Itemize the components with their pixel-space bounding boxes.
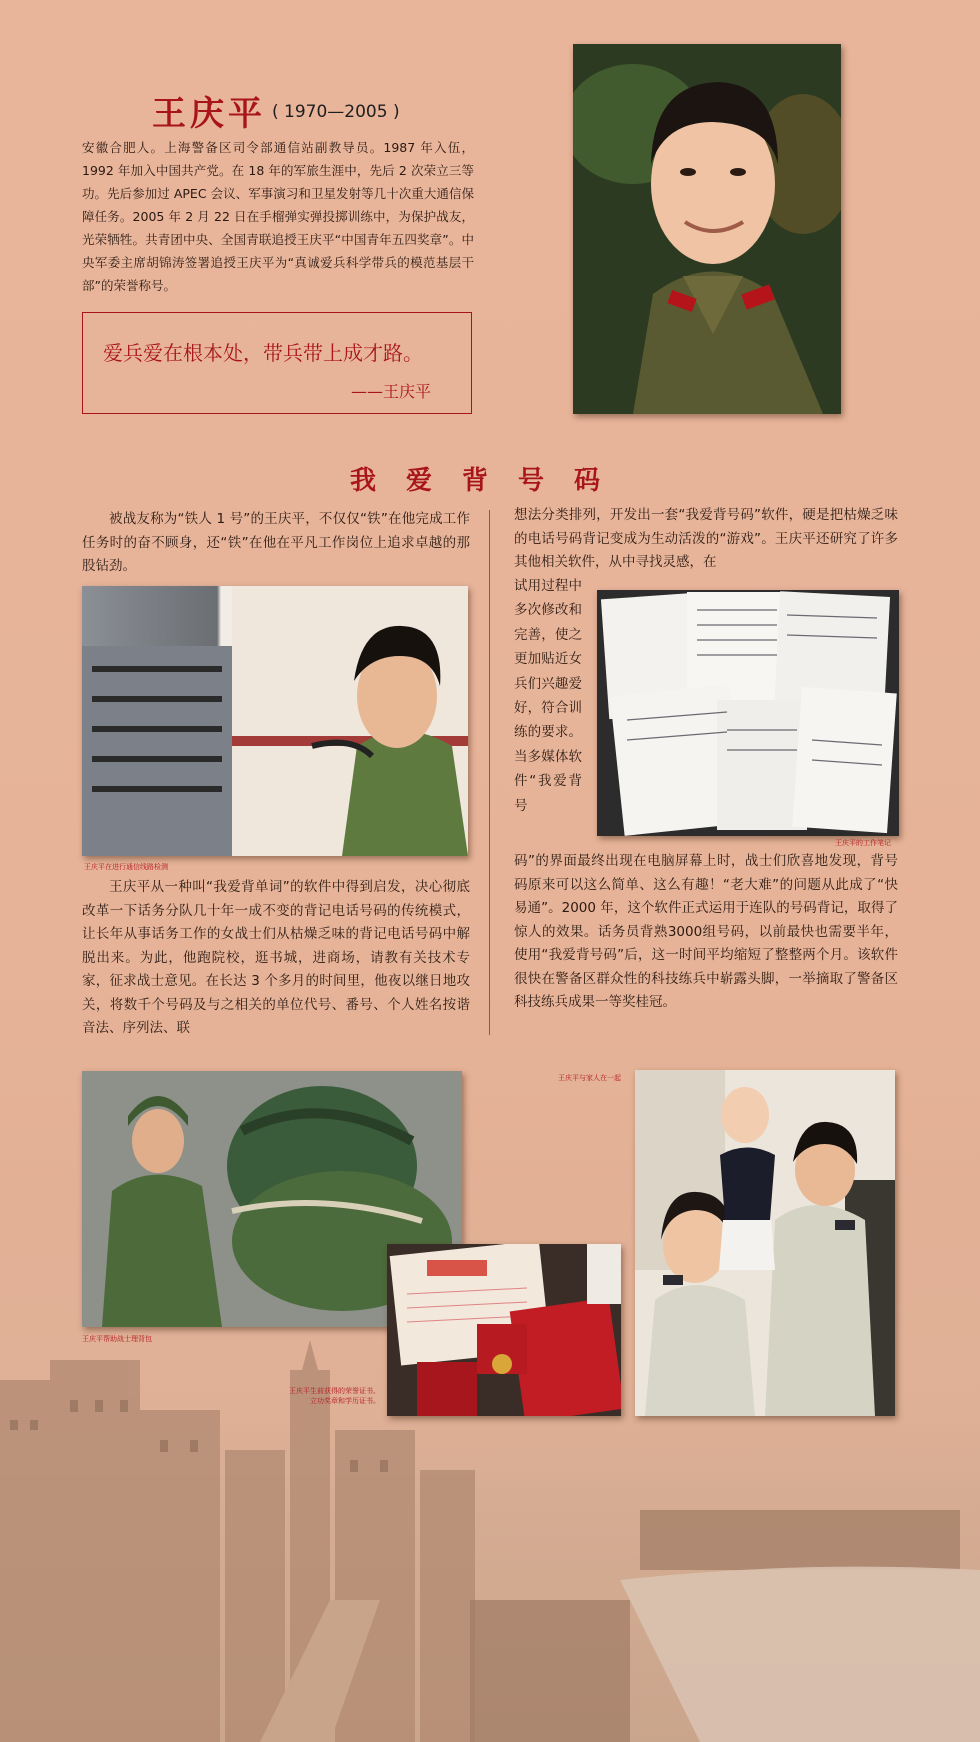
portrait-photo	[573, 44, 841, 414]
caption-certificates: 王庆平生前获得的荣誉证书、立功奖章和学历证书。	[289, 1387, 380, 1405]
caption-work-notes: 王庆平的工作笔记	[835, 839, 891, 847]
family-illustration	[635, 1070, 895, 1416]
biography-text: 安徽合肥人。上海警备区司令部通信站副教导员。1987 年入伍，1992 年加入中国共产党。在 18 年的军旅生涯中，先后 2 次荣立三等功。先后参加过 APEC 会议、军事演习和卫星发射等几十次重大通信保障任务。2005 年 2 月 22 日在手榴弹实弹投掷训练中，为保护战友，光荣牺牲。共青团中央、全国青联追授王庆平“中国青年五四奖章”。中央军委主席胡锦涛签署追授王庆平为“真诚爱兵科学带兵的模范基层干部”的荣誉称号。	[82, 140, 474, 293]
notes-illustration	[597, 590, 899, 836]
family-photo	[635, 1070, 895, 1416]
person-name: 王庆平	[152, 94, 266, 134]
life-years: ( 1970—2005 )	[272, 102, 400, 122]
caption-backpack: 王庆平帮助战士理背包	[82, 1335, 152, 1343]
article-right-narrow: 试用过程中多次修改和完善，使之更加贴近女兵们兴趣爱好，符合训练的要求。当多媒体软件“我爱背号	[514, 578, 582, 814]
certificates-photo	[387, 1244, 621, 1416]
article-right-top: 想法分类排列，开发出一套“我爱背号码”软件，硬是把枯燥乏味的电话号码背记变成为生动活泼的“游戏”。王庆平还研究了许多其他相关软件，从中寻找灵感，在	[514, 507, 898, 570]
portrait-illustration	[573, 44, 841, 414]
article-right-bottom: 码”的界面最终出现在电脑屏幕上时，战士们欣喜地发现，背号码原来可以这么简单、这么有趣！“老大难”的问题从此成了“快易通”。2000 年，这个软件正式运用于连队的号码背记，取得了惊人的效果。话务员背熟3000组号码，以前最快也需要半年，使用“我爱背号码”后，这一时间平均缩短了整整两个月。该软件很快在警备区群众性的科技练兵中崭露头脚，一举摘取了警备区科技练兵成果一等奖桂冠。	[514, 853, 898, 1010]
quote-text: 爱兵爱在根本处，带兵带上成才路。	[103, 341, 423, 365]
column-divider	[489, 510, 490, 1035]
quote-box	[82, 312, 472, 414]
article-left-paragraph-1: 被战友称为“铁人 1 号”的王庆平，不仅仅“铁”在他完成工作任务时的奋不顾身，还“铁”在他在平凡工作岗位上追求卓越的那股钻劲。	[82, 511, 470, 574]
quote-author: ——王庆平	[350, 382, 431, 401]
certificates-illustration	[387, 1244, 621, 1416]
caption-switchboard: 王庆平在进行通信线路检测	[84, 863, 168, 871]
switchboard-photo	[82, 586, 468, 856]
caption-family: 王庆平与家人在一起	[558, 1074, 621, 1082]
section-title: 我爱背号码	[349, 466, 630, 496]
switchboard-illustration	[82, 586, 468, 856]
work-notes-photo	[597, 590, 899, 836]
article-left-paragraph-2: 王庆平从一种叫“我爱背单词”的软件中得到启发，决心彻底改革一下话务分队几十年一成不变的背记电话号码的传统模式，让长年从事话务工作的女战士们从枯燥乏味的背记电话号码中解脱出来。为此，他跑院校，逛书城，进商场，请教有关技术专家，征求战士意见。在长达 3 个多月的时间里，他夜以继日地攻关，将数千个号码及与之相关的单位代号、番号、个人姓名按谐音法、序列法、联	[82, 879, 470, 1036]
